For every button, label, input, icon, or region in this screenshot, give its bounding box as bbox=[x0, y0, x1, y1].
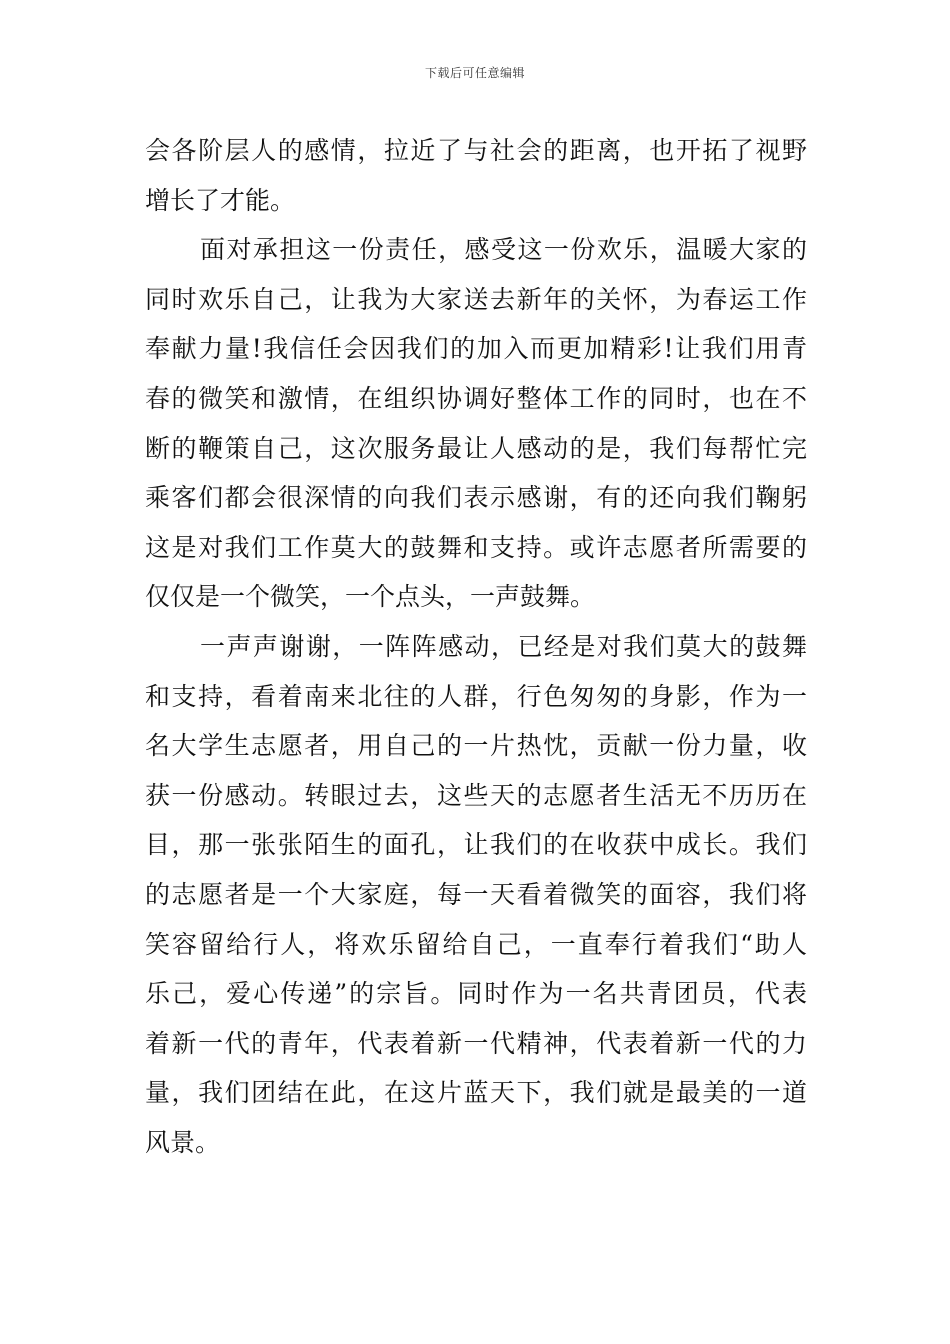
text-line: 面对承担这一份责任，感受这一份欢乐，温暖大家的 bbox=[200, 235, 807, 265]
text-line: 风景。 bbox=[145, 1127, 221, 1157]
text-line: 增长了才能。 bbox=[145, 185, 296, 215]
text-line: 会各阶层人的感情，拉近了与社会的距离，也开拓了视野 bbox=[145, 136, 807, 165]
text-line: 量，我们团结在此，在这片蓝天下，我们就是最美的一道 bbox=[145, 1078, 807, 1108]
text-line: 乐己，爱心传递”的宗旨。同时作为一名共青团员，代表 bbox=[145, 979, 807, 1009]
text-line: 名大学生志愿者，用自己的一片热忱，贡献一份力量，收 bbox=[145, 731, 807, 761]
text-line: 乘客们都会很深情的向我们表示感谢，有的还向我们鞠躬 bbox=[145, 483, 807, 513]
text-line: 笑容留给行人，将欢乐留给自己，一直奉行着我们“助人 bbox=[145, 929, 807, 959]
page-header: 下载后可任意编辑 bbox=[424, 66, 525, 80]
text-line: 奉献力量!我信任会因我们的加入而更加精彩!让我们用青 bbox=[145, 334, 807, 364]
text-line: 获一份感动。转眼过去，这些天的志愿者生活无不历历在 bbox=[145, 780, 807, 810]
body-text bbox=[145, 126, 807, 1167]
text-line: 和支持，看着南来北往的人群，行色匆匆的身影，作为一 bbox=[145, 681, 807, 711]
text-line: 目，那一张张陌生的面孔，让我们的在收获中成长。我们 bbox=[145, 830, 807, 860]
text-line: 仅仅是一个微笑，一个点头，一声鼓舞。 bbox=[145, 582, 596, 612]
text-line: 断的鞭策自己，这次服务最让人感动的是，我们每帮忙完 bbox=[145, 433, 807, 463]
text-line: 春的微笑和激情，在组织协调好整体工作的同时，也在不 bbox=[145, 383, 807, 413]
text-line: 的志愿者是一个大家庭，每一天看着微笑的面容，我们将 bbox=[145, 879, 807, 909]
text-line: 这是对我们工作莫大的鼓舞和支持。或许志愿者所需要的 bbox=[145, 532, 807, 562]
text-line: 着新一代的青年，代表着新一代精神，代表着新一代的力 bbox=[145, 1028, 807, 1058]
text-line: 同时欢乐自己，让我为大家送去新年的关怀，为春运工作 bbox=[145, 284, 807, 314]
text-line: 一声声谢谢，一阵阵感动，已经是对我们莫大的鼓舞 bbox=[200, 631, 807, 661]
